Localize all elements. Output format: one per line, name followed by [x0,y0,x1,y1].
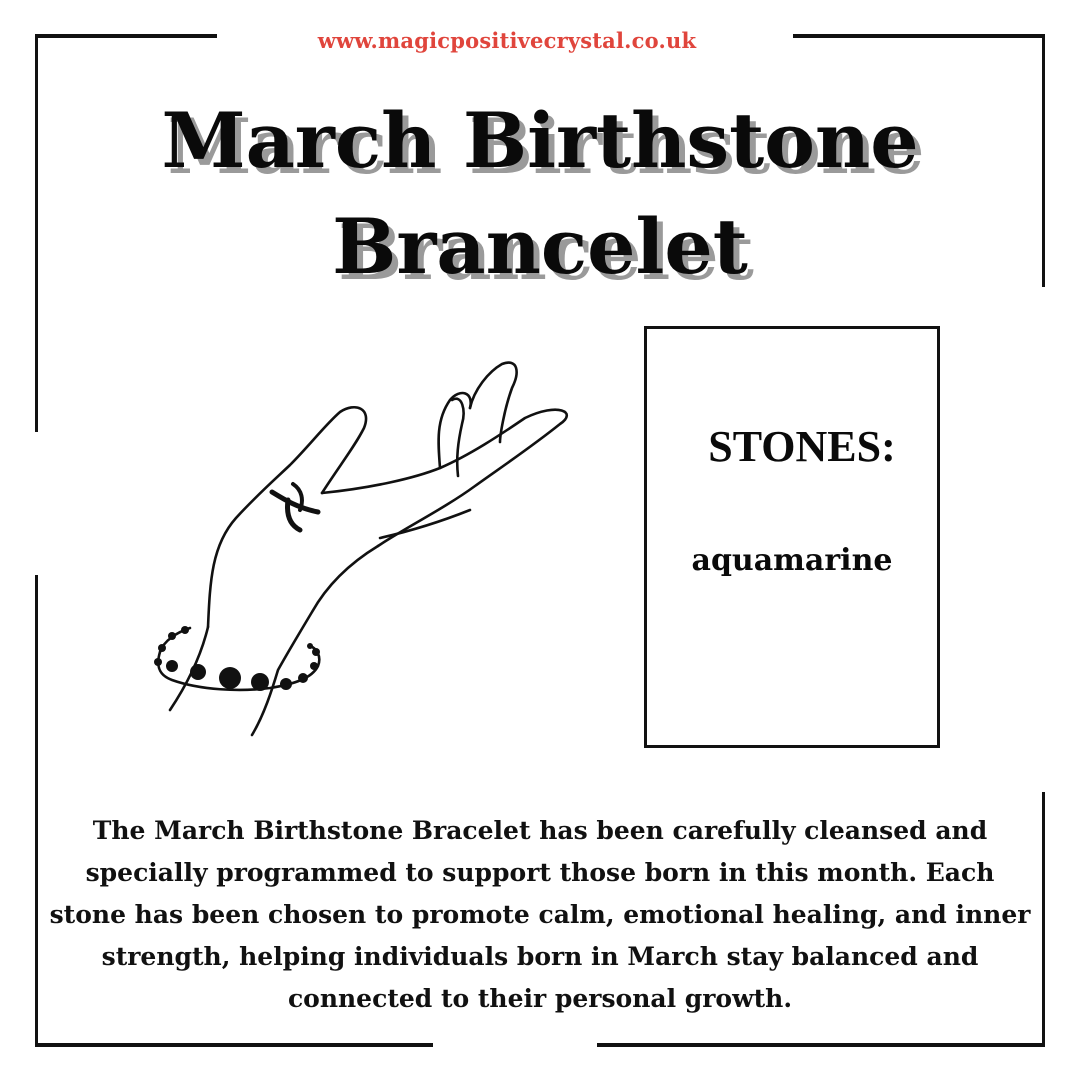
hand-with-bracelet-icon [140,350,590,750]
stones-heading: STONES: [708,422,896,471]
page-title [40,88,1040,300]
frame-right-upper [1042,34,1045,287]
stone-item: aquamarine [691,543,893,578]
frame-bottom-left [35,1043,433,1047]
page-title-line-1: March Birthstone [161,96,919,185]
frame-right-lower [1042,792,1045,1047]
page-title-line-2: Brancelet [332,202,748,291]
website-url[interactable]: www.magicpositivecrystal.co.uk [317,28,697,53]
product-description: The March Birthstone Bracelet has been carefully cleansed and specially programmed to support those born in this month. Each stone has been chosen to promote calm, emotional healing, and inner strength, helping individuals born in March stay balanced and connected to their personal growth. [49,816,1031,1013]
frame-left-lower [35,575,38,1047]
stones-panel [644,326,940,748]
frame-left-upper [35,34,38,432]
frame-bottom-right [597,1043,1045,1047]
